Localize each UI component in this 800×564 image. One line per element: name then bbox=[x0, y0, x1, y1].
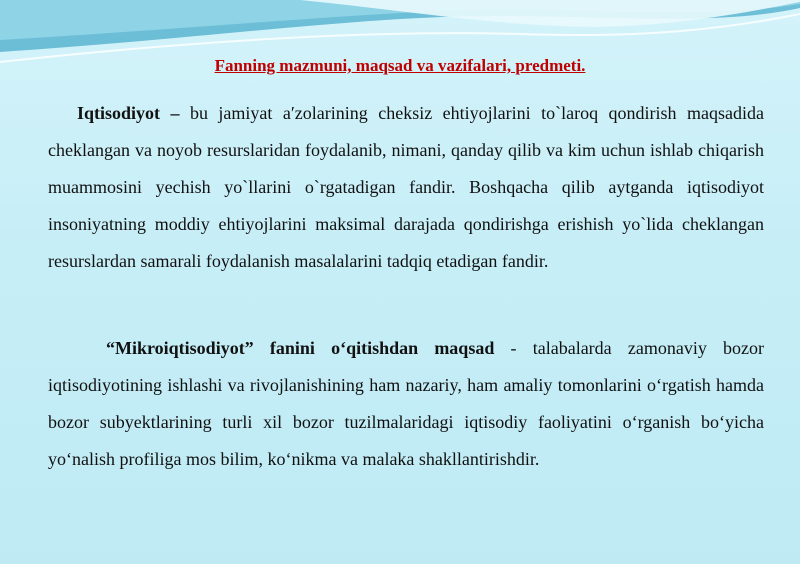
paragraph-economics-text: bu jamiyat a′zolarining cheksiz ehtiyojlarini to`laroq qondirish maqsadida cheklangan va noyob resurslaridan foydalanib, nimani, qanday qilib va kim uchun ishlab chiqarish muammosini yechish yo`llarini o`rgatadigan fandir. Boshqacha qilib aytganda iqtisodiyot insoniyatning moddiy ehtiyojlarini maksimal darajada qondirishga erishish yo`lida cheklangan resurslardan samarali foydalanish masalalarini tadqiq etadigan fandir. bbox=[48, 103, 765, 271]
term-iqtisodiyot: Iqtisodiyot – bbox=[77, 103, 180, 123]
paragraph-course-goal bbox=[48, 330, 764, 478]
paragraph-course-goal-text: - talabalarda zamonaviy bozor iqtisodiyotining ishlashi va rivojlanishining ham nazariy, ham amaliy tomonlarini o‘rgatish hamda bozor subyektlarining turli xil bozor tuzilmalaridagi iqtisodiy faoliyatini o‘rganish bo‘yicha yo‘nalish profiliga mos bilim, ko‘nikma va malaka shakllantirishdir. bbox=[48, 338, 765, 469]
header-wave-decoration bbox=[0, 0, 800, 90]
term-course-goal: “Mikroiqtisodiyot” fanini o‘qitishdan maqsad bbox=[106, 338, 495, 358]
slide-title: Fanning mazmuni, maqsad va vazifalari, predmeti. bbox=[214, 56, 586, 75]
paragraph-economics-definition bbox=[48, 95, 764, 280]
